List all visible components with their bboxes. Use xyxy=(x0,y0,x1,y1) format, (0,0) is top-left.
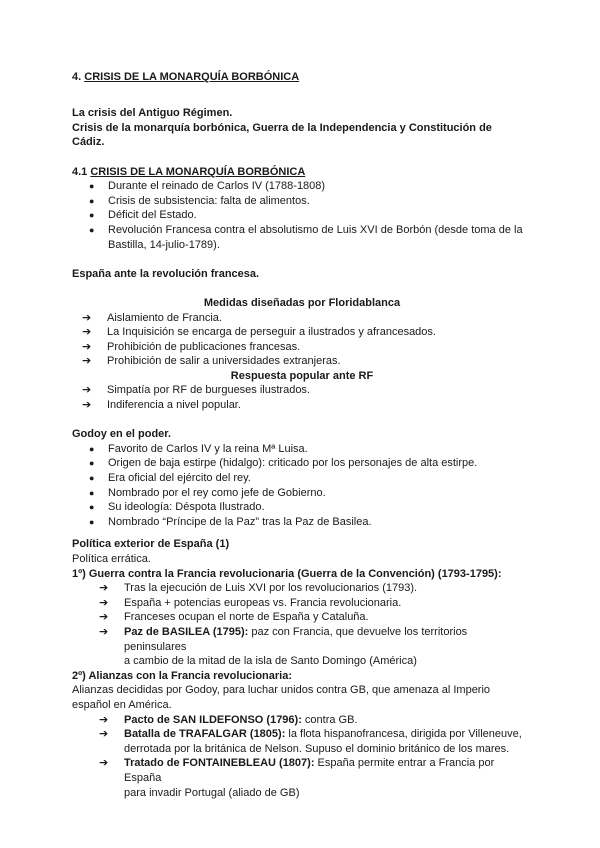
arrow-icon: ➔ xyxy=(82,340,92,353)
list-item xyxy=(72,610,532,625)
bullet-icon: ● xyxy=(89,443,95,454)
list-item xyxy=(72,311,532,326)
arrow-icon: ➔ xyxy=(99,582,109,595)
bullet-icon: ● xyxy=(89,502,95,513)
list-item xyxy=(72,398,532,413)
section-number: 4.1 xyxy=(72,165,88,178)
alianzas-text-2: español en América. xyxy=(72,698,172,711)
list-item xyxy=(72,756,532,800)
item-text: Prohibición de publicaciones francesas. xyxy=(107,340,301,353)
item-text: La Inquisición se encarga de perseguir a ilustrados y afrancesados. xyxy=(107,326,436,339)
list-item xyxy=(72,727,532,756)
item-text: Tras la ejecución de Luis XVI por los revolucionarios (1793). xyxy=(124,582,418,595)
arrow-icon: ➔ xyxy=(99,713,109,726)
title-number: 4. xyxy=(72,71,82,83)
section-4-1-list xyxy=(72,179,532,252)
alianzas-heading: 2º) Alianzas con la Francia revolucionaria: xyxy=(72,669,293,682)
arrow-icon: ➔ xyxy=(99,728,109,741)
arrow-icon: ➔ xyxy=(82,326,92,339)
item-text: Origen de baja estirpe (hidalgo): criticado por los personajes de alta estirpe. xyxy=(108,457,478,470)
list-item xyxy=(72,471,532,486)
item-text: paz con Francia, que devuelve los territorios peninsulares xyxy=(124,625,468,653)
item-text: Favorito de Carlos IV y la reina Mª Luisa. xyxy=(108,442,308,455)
espana-heading: España ante la revolución francesa. xyxy=(72,267,260,280)
item-text: la flota hispanofrancesa, dirigida por Villeneuve, xyxy=(285,728,522,741)
intro-line-1: La crisis del Antiguo Régimen. xyxy=(72,107,233,120)
item-text: Su ideología: Déspota Ilustrado. xyxy=(108,501,265,514)
item-text: Franceses ocupan el norte de España y Cataluña. xyxy=(124,611,369,624)
item-text: España permite entrar a Francia por España xyxy=(124,757,495,784)
list-item xyxy=(72,500,532,515)
item-text: Revolución Francesa contra el absolutismo de Luis XVI de Borbón (desde toma de la xyxy=(108,223,523,236)
item-bold: Tratado de FONTAINEBLEAU (1807): xyxy=(124,757,315,770)
list-item xyxy=(72,486,532,501)
guerra-heading: 1º) Guerra contra la Francia revolucionaria (Guerra de la Convención) (1793-1795): xyxy=(72,567,502,580)
bullet-icon: ● xyxy=(89,181,95,192)
arrow-icon: ➔ xyxy=(82,311,92,324)
list-item xyxy=(72,581,532,596)
list-item xyxy=(72,340,532,355)
arrow-icon: ➔ xyxy=(82,399,92,412)
list-item xyxy=(72,325,532,340)
item-text: Indiferencia a nivel popular. xyxy=(107,399,241,412)
godoy-list xyxy=(72,442,532,530)
item-text: Déficit del Estado. xyxy=(108,209,197,222)
list-item xyxy=(72,223,532,252)
medidas-title: Medidas diseñadas por Floridablanca xyxy=(203,296,401,309)
list-item xyxy=(72,713,532,728)
list-item xyxy=(72,515,532,530)
page-title xyxy=(72,70,532,85)
bullet-icon: ● xyxy=(89,516,95,527)
list-item xyxy=(72,354,532,369)
item-bold: Batalla de TRAFALGAR (1805): xyxy=(124,728,286,741)
item-text: Durante el reinado de Carlos IV (1788-1808) xyxy=(108,180,326,193)
item-text: Crisis de subsistencia: falta de alimentos. xyxy=(108,194,310,207)
item-text: contra GB. xyxy=(301,713,358,726)
arrow-icon: ➔ xyxy=(82,355,92,368)
item-text: Aislamiento de Francia. xyxy=(107,311,222,324)
arrow-icon: ➔ xyxy=(82,384,92,397)
list-item xyxy=(72,179,532,194)
guerra-list xyxy=(72,581,532,669)
item-text: Nombrado “Príncipe de la Paz” tras la Paz de Basilea. xyxy=(108,515,372,528)
item-text: España + potencias europeas vs. Francia revolucionaria. xyxy=(124,596,402,609)
item-text-cont: a cambio de la mitad de la isla de Santo Domingo (América) xyxy=(124,655,417,668)
section-heading-text: CRISIS DE LA MONARQUÍA BORBÓNICA xyxy=(90,165,306,178)
intro-line-3: Cádiz. xyxy=(72,136,105,149)
alianzas-text-1: Alianzas decididas por Godoy, para luchar unidos contra GB, que amenaza al Imperio xyxy=(72,684,491,697)
item-text: Prohibición de salir a universidades extranjeras. xyxy=(107,355,341,368)
bullet-icon: ● xyxy=(89,487,95,498)
intro-line-2: Crisis de la monarquía borbónica, Guerra de la Independencia y Constitución de xyxy=(72,121,492,134)
item-text: Nombrado por el rey como jefe de Gobierno. xyxy=(108,486,326,499)
list-item xyxy=(72,208,532,223)
item-text-cont: Bastilla, 14-julio-1789). xyxy=(108,238,220,251)
bullet-icon: ● xyxy=(89,195,95,206)
item-text: Simpatía por RF de burgueses ilustrados. xyxy=(107,384,310,397)
item-bold: Paz de BASILEA (1795): xyxy=(124,625,249,638)
list-item xyxy=(72,625,532,669)
arrow-icon: ➔ xyxy=(99,625,109,638)
section-4-1-heading xyxy=(72,165,532,180)
list-item xyxy=(72,596,532,611)
item-text: Era oficial del ejército del rey. xyxy=(108,472,251,485)
politica-subtitle: Política errática. xyxy=(72,553,151,565)
list-item xyxy=(72,456,532,471)
godoy-heading: Godoy en el poder. xyxy=(72,428,172,441)
arrow-icon: ➔ xyxy=(99,757,109,770)
bullet-icon: ● xyxy=(89,210,95,221)
arrow-icon: ➔ xyxy=(99,611,109,624)
item-bold: Pacto de SAN ILDEFONSO (1796): xyxy=(124,713,302,726)
respuesta-title: Respuesta popular ante RF xyxy=(230,369,374,382)
list-item xyxy=(72,194,532,209)
document-page xyxy=(72,70,532,800)
list-item xyxy=(72,442,532,457)
respuesta-list xyxy=(72,383,532,412)
item-text-cont: derrotada por la británica de Nelson. Supuso el dominio británico de los mares. xyxy=(124,742,510,755)
bullet-icon: ● xyxy=(89,224,95,235)
title-text: CRISIS DE LA MONARQUÍA BORBÓNICA xyxy=(84,71,300,83)
politica-heading: Política exterior de España (1) xyxy=(72,538,230,551)
bullet-icon: ● xyxy=(89,458,95,469)
arrow-icon: ➔ xyxy=(99,596,109,609)
list-item xyxy=(72,383,532,398)
bullet-icon: ● xyxy=(89,473,95,484)
item-text-cont: para invadir Portugal (aliado de GB) xyxy=(124,786,300,799)
alianzas-list xyxy=(72,713,532,801)
medidas-list xyxy=(72,311,532,369)
